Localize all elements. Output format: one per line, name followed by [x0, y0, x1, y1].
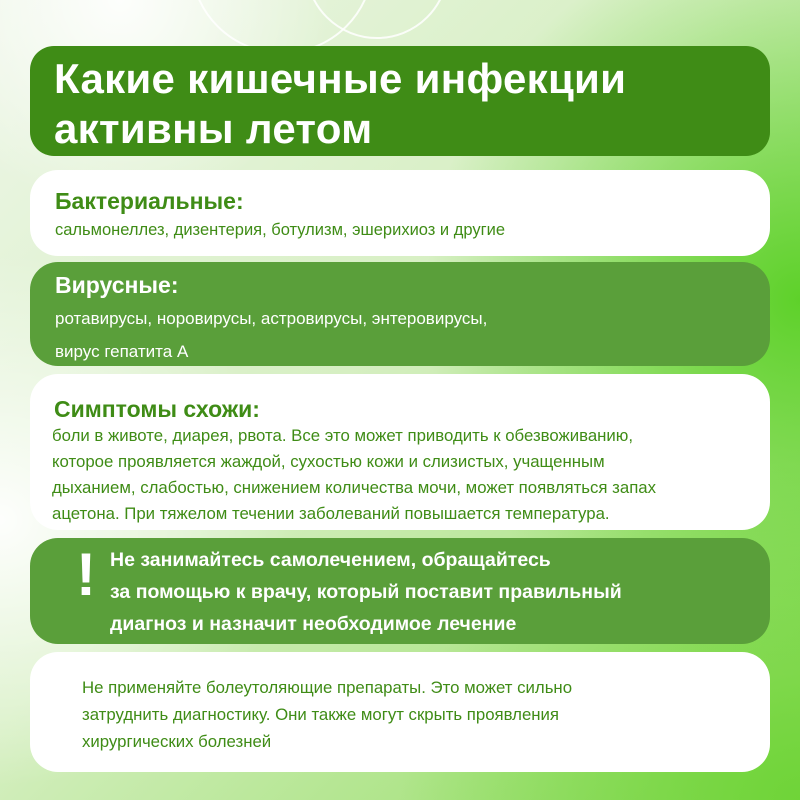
viral-text-line-2: вирус гепатита А [55, 342, 189, 361]
viral-text-line-1: ротавирусы, норовирусы, астровирусы, энтеровирусы, [55, 309, 488, 328]
symptoms-card [30, 374, 770, 530]
page-title-line-1: Какие кишечные инфекции [54, 55, 627, 102]
title-banner [30, 46, 770, 156]
warning-text-line: за помощью к врачу, который поставит правильный [110, 581, 622, 603]
symptoms-text-line: ацетона. При тяжелом течении заболеваний повышается температура. [52, 504, 610, 523]
symptoms-heading: Симптомы схожи: [54, 396, 260, 422]
note-text-line: затруднить диагностику. Они также могут скрыть проявления [82, 705, 560, 724]
bacterial-text: сальмонеллез, дизентерия, ботулизм, эшерихиоз и другие [55, 221, 506, 239]
note-text-line: хирургических болезней [82, 732, 272, 751]
viral-heading: Вирусные: [55, 272, 179, 298]
warning-text-line: Не занимайтесь самолечением, обращайтесь [110, 549, 551, 571]
warning-text-line: диагноз и назначит необходимое лечение [110, 613, 517, 635]
page-title-line-2: активны летом [54, 105, 373, 152]
exclamation-icon: ! [76, 541, 96, 608]
viral-infections-card [30, 262, 770, 366]
painkiller-note-card [30, 652, 770, 772]
symptoms-text-line: которое проявляется жаждой, сухостью кожи и слизистых, учащенным [52, 452, 605, 471]
symptoms-text-line: дыханием, слабостью, снижением количества мочи, может появляться запах [52, 478, 657, 497]
symptoms-text-line: боли в животе, диарея, рвота. Все это может приводить к обезвоживанию, [52, 426, 634, 445]
note-text-line: Не применяйте болеутоляющие препараты. Это может сильно [82, 678, 573, 697]
warning-card [30, 538, 770, 644]
bacterial-heading: Бактериальные: [55, 188, 244, 214]
bacterial-infections-card [30, 170, 770, 256]
